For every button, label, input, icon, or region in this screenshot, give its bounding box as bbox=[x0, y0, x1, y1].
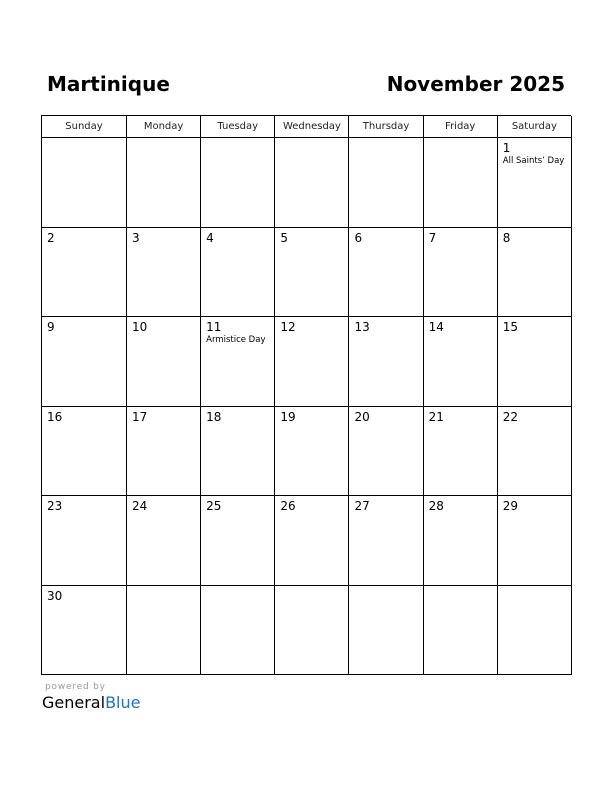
day-cell bbox=[349, 317, 423, 407]
day-number: 7 bbox=[428, 230, 437, 245]
country-title: Martinique bbox=[47, 72, 170, 96]
holiday-label: All Saints’ Day bbox=[502, 156, 565, 166]
day-cell bbox=[275, 317, 349, 407]
day-number: 8 bbox=[502, 230, 511, 245]
day-cell bbox=[349, 586, 423, 676]
month-title: November 2025 bbox=[386, 72, 565, 96]
generalblue-logo[interactable] bbox=[42, 693, 140, 712]
day-cell bbox=[201, 228, 275, 318]
day-number: 18 bbox=[206, 409, 222, 424]
day-number: 29 bbox=[502, 499, 519, 513]
day-number: 15 bbox=[502, 320, 519, 334]
day-cell bbox=[424, 407, 498, 497]
day-cell bbox=[127, 496, 201, 586]
day-number: 1 bbox=[502, 141, 511, 155]
day-number: 25 bbox=[206, 499, 222, 513]
day-cell bbox=[349, 496, 423, 586]
day-cell bbox=[42, 138, 127, 228]
day-number: 6 bbox=[354, 230, 363, 245]
day-cell bbox=[42, 228, 127, 318]
day-cell bbox=[201, 407, 275, 497]
day-number: 12 bbox=[280, 320, 296, 334]
holiday-label: Armistice Day bbox=[206, 335, 266, 345]
day-cell bbox=[424, 228, 498, 318]
day-number: 4 bbox=[206, 230, 214, 245]
day-number: 19 bbox=[280, 409, 296, 424]
weekday-header: Sunday bbox=[42, 116, 127, 138]
day-cell bbox=[201, 586, 275, 676]
day-cell bbox=[127, 407, 201, 497]
day-cell bbox=[42, 317, 127, 407]
day-cell bbox=[498, 407, 572, 497]
day-cell bbox=[349, 407, 423, 497]
weekday-header: Friday bbox=[424, 116, 498, 138]
day-number: 14 bbox=[428, 320, 444, 334]
day-cell bbox=[424, 138, 498, 228]
day-number: 27 bbox=[354, 499, 370, 513]
weekday-header: Wednesday bbox=[275, 116, 349, 138]
day-cell bbox=[127, 586, 201, 676]
day-number: 20 bbox=[354, 409, 370, 424]
day-cell bbox=[42, 407, 127, 497]
weekday-header: Thursday bbox=[349, 116, 423, 138]
day-number: 2 bbox=[47, 230, 55, 245]
logo-general: General bbox=[42, 693, 106, 712]
weekday-header: Monday bbox=[127, 116, 201, 138]
day-cell bbox=[349, 138, 423, 228]
day-number: 21 bbox=[428, 409, 444, 424]
logo-blue: Blue bbox=[105, 693, 141, 712]
day-number: 28 bbox=[428, 499, 444, 513]
day-number: 22 bbox=[502, 409, 519, 424]
day-number: 9 bbox=[47, 320, 55, 334]
day-cell bbox=[127, 138, 201, 228]
day-cell bbox=[424, 496, 498, 586]
weekday-header: Tuesday bbox=[201, 116, 275, 138]
day-number: 30 bbox=[47, 588, 63, 603]
day-cell bbox=[42, 496, 127, 586]
day-cell bbox=[424, 586, 498, 676]
day-cell bbox=[498, 228, 572, 318]
day-cell bbox=[201, 317, 275, 407]
day-cell bbox=[275, 228, 349, 318]
day-number: 23 bbox=[47, 499, 63, 513]
day-number: 17 bbox=[132, 409, 148, 424]
day-cell bbox=[498, 586, 572, 676]
day-cell bbox=[349, 228, 423, 318]
day-number: 13 bbox=[354, 320, 370, 334]
day-number: 10 bbox=[132, 320, 148, 334]
day-number: 5 bbox=[280, 230, 288, 245]
day-cell bbox=[275, 407, 349, 497]
day-cell bbox=[424, 317, 498, 407]
day-number: 3 bbox=[132, 230, 140, 245]
day-cell bbox=[201, 496, 275, 586]
day-cell bbox=[275, 586, 349, 676]
day-cell bbox=[498, 496, 572, 586]
day-cell bbox=[275, 496, 349, 586]
day-cell bbox=[498, 317, 572, 407]
day-cell bbox=[42, 586, 127, 676]
day-cell bbox=[201, 138, 275, 228]
day-number: 11 bbox=[206, 320, 222, 334]
day-number: 16 bbox=[47, 409, 63, 424]
calendar-grid bbox=[41, 115, 571, 675]
day-cell bbox=[498, 138, 572, 228]
day-cell bbox=[127, 317, 201, 407]
day-number: 24 bbox=[132, 499, 148, 513]
day-number: 26 bbox=[280, 499, 296, 513]
day-cell bbox=[127, 228, 201, 318]
weekday-header: Saturday bbox=[498, 116, 572, 138]
powered-by-label: powered by bbox=[45, 682, 106, 692]
day-cell bbox=[275, 138, 349, 228]
